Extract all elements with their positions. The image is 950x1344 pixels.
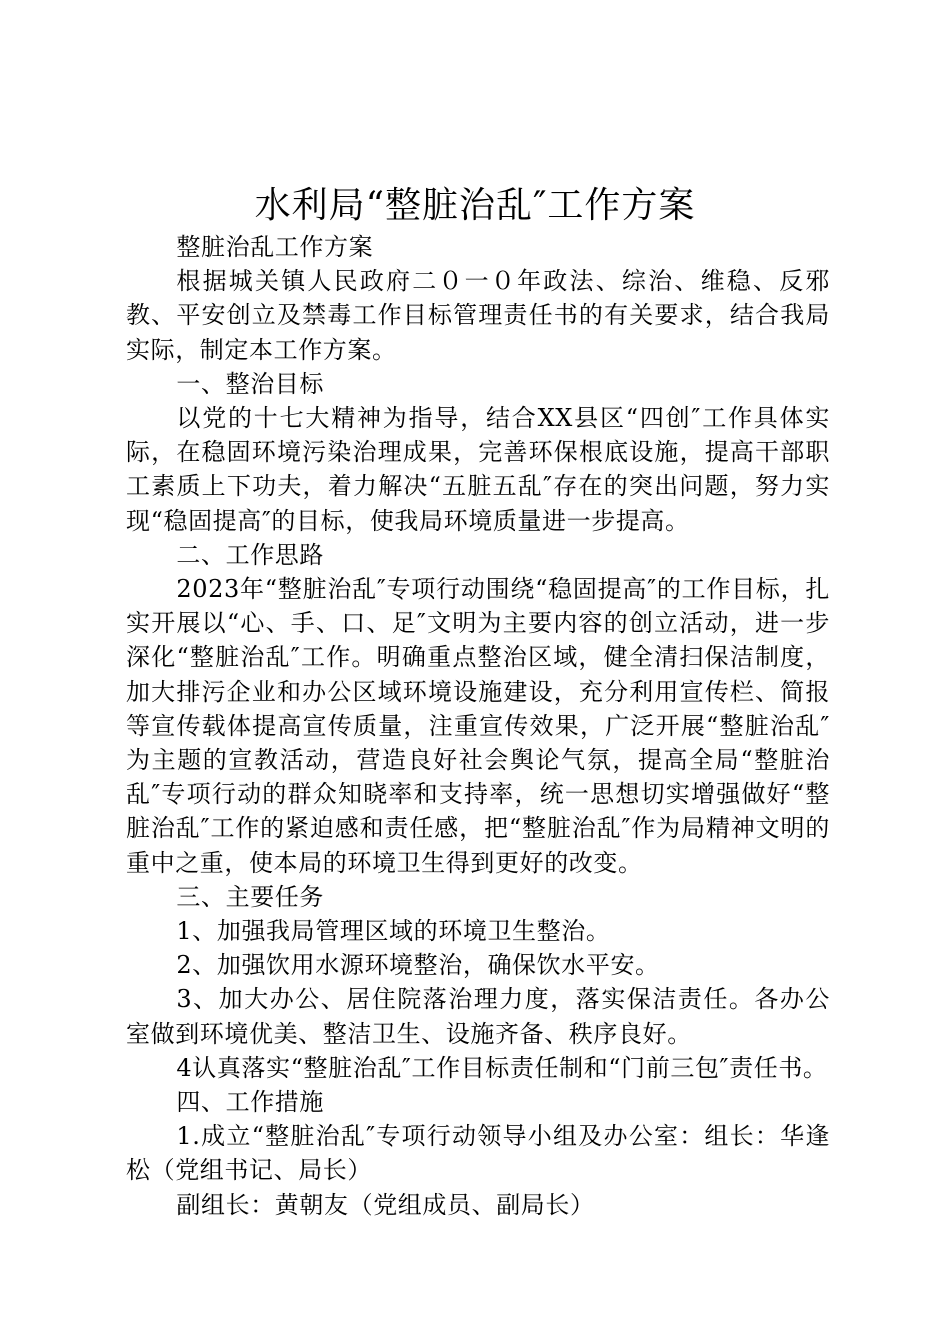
measure-deputy-leader: 副组长：黄朝友（党组成员、副局长） (176, 1190, 595, 1219)
doc-subtitle: 整脏治乱工作方案 (176, 233, 374, 261)
section-heading-tasks: 三、主要任务 (176, 882, 324, 911)
task-item-3: 3、加大办公、居住院落治理力度，落实保洁责任。各办公室做到环境优美、整洁卫生、设施齐备、秩序良好。 (126, 985, 830, 1048)
document-title: 水利局“整脏治乱″工作方案 (254, 185, 696, 226)
section-heading-measures: 四、工作措施 (176, 1088, 324, 1117)
section-heading-goals: 一、整治目标 (176, 369, 324, 398)
task-item-2: 2、加强饮用水源环境整治，确保饮水平安。 (176, 951, 660, 980)
doc-paragraph-intro: 根据城关镇人民政府二０一０年政法、综治、维稳、反邪教、平安创立及禁毒工作目标管理责任书的有关要求，结合我局实际，制定本工作方案。 (126, 267, 830, 364)
task-item-4: 4认真落实“整脏治乱″工作目标责任制和“门前三包″责任书。 (176, 1053, 828, 1082)
doc-paragraph-goals: 以党的十七大精神为指导，结合XX县区“四创″工作具体实际，在稳固环境污染治理成果，完善环保根底设施，提高干部职工素质上下功夫，着力解决“五脏五乱″存在的突出问题，努力实现“稳固提高″的目标，使我局环境质量进一步提高。 (126, 404, 830, 535)
section-heading-approach: 二、工作思路 (176, 540, 324, 569)
measure-item-1: 1.成立“整脏治乱″专项行动领导小组及办公室：组长：华逢松（党组书记、局长） (126, 1122, 830, 1185)
doc-paragraph-approach: 2023年“整脏治乱″专项行动围绕“稳固提高″的工作目标，扎实开展以“心、手、口、足″文明为主要内容的创立活动，进一步深化“整脏治乱″工作。明确重点整治区域，健全清扫保洁制度，加大排污企业和办公区域环境设施建设，充分利用宣传栏、简报等宣传载体提高宣传质量，注重宣传效果，广泛开展“整脏治乱″为主题的宣教活动，营造良好社会舆论气氛，提高全局“整脏治乱″专项行动的群众知晓率和支持率，统一思想切实增强做好“整脏治乱″工作的紧迫感和责任感，把“整脏治乱″作为局精神文明的重中之重，使本局的环境卫生得到更好的改变。 (126, 575, 830, 877)
task-item-1: 1、加强我局管理区域的环境卫生整治。 (176, 917, 611, 946)
document-body (126, 230, 830, 1222)
